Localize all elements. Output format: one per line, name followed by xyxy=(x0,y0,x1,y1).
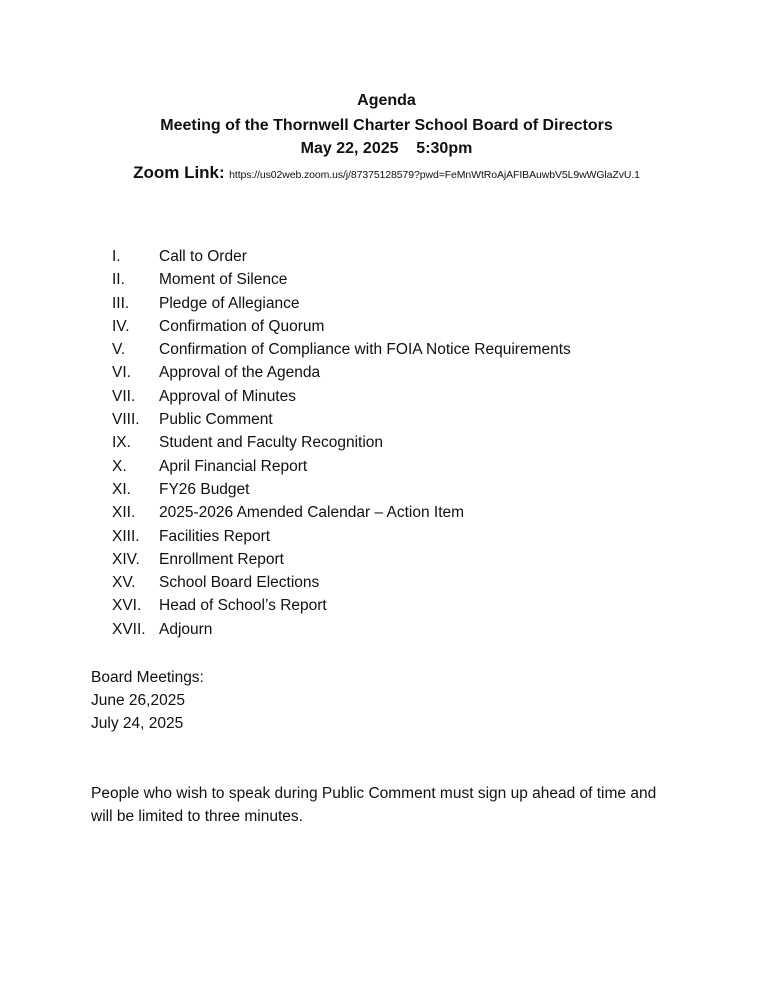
agenda-item-text: April Financial Report xyxy=(159,457,308,475)
meeting-title: Meeting of the Thornwell Charter School Board of Directors xyxy=(160,117,613,134)
agenda-item-number: IX. xyxy=(112,434,131,452)
agenda-item-text: Confirmation of Compliance with FOIA Notice Requirements xyxy=(159,341,571,359)
agenda-item xyxy=(112,550,571,573)
agenda-item-number: VIII. xyxy=(112,411,140,429)
agenda-item-text: Adjourn xyxy=(159,620,213,638)
agenda-item-text: Student and Faculty Recognition xyxy=(159,434,384,452)
zoom-link-url[interactable]: https://us02web.zoom.us/j/87375128579?pwd=FeMnWtRoAjAFIBAuwbV5L9wWGlaZvU.1 xyxy=(229,169,640,181)
zoom-link-line xyxy=(0,163,773,183)
agenda-title: Agenda xyxy=(357,92,416,109)
notice-line: People who wish to speak during Public Comment must sign up ahead of time and xyxy=(91,785,657,802)
agenda-item-number: II. xyxy=(112,271,125,289)
notice-line: will be limited to three minutes. xyxy=(91,808,303,825)
agenda-item xyxy=(112,363,571,386)
agenda-item-number: I. xyxy=(112,248,121,265)
agenda-item-number: IV. xyxy=(112,317,130,335)
agenda-item xyxy=(112,247,571,270)
agenda-item-text: Facilities Report xyxy=(159,527,271,545)
board-meeting-date: June 26,2025 xyxy=(91,692,185,709)
agenda-item-number: XV. xyxy=(112,574,136,592)
agenda-item xyxy=(112,480,571,503)
agenda-list xyxy=(112,247,571,643)
zoom-link-label: Zoom Link: xyxy=(133,163,225,182)
agenda-item-number: XVI. xyxy=(112,597,142,615)
agenda-item-text: Enrollment Report xyxy=(159,550,284,568)
agenda-item-number: XII. xyxy=(112,504,136,522)
agenda-item xyxy=(112,596,571,619)
agenda-item-text: Public Comment xyxy=(159,411,273,429)
agenda-item-text: Call to Order xyxy=(159,248,247,265)
agenda-item-text: School Board Elections xyxy=(159,574,320,592)
agenda-item xyxy=(112,503,571,526)
agenda-item xyxy=(112,410,571,433)
agenda-item-text: Pledge of Allegiance xyxy=(159,294,300,312)
agenda-item-number: V. xyxy=(112,341,126,359)
agenda-item-number: VI. xyxy=(112,364,131,382)
agenda-item-text: FY26 Budget xyxy=(159,480,250,498)
agenda-item-text: Head of School’s Report xyxy=(159,597,327,615)
agenda-item-number: X. xyxy=(112,457,127,475)
agenda-item-number: XIII. xyxy=(112,527,140,545)
agenda-item-number: XI. xyxy=(112,480,131,498)
agenda-item-number: VII. xyxy=(112,387,136,405)
board-meeting-date: July 24, 2025 xyxy=(91,715,184,732)
agenda-item xyxy=(112,433,571,456)
agenda-item-text: Approval of Minutes xyxy=(159,387,296,405)
agenda-item-number: III. xyxy=(112,294,130,312)
agenda-item xyxy=(112,620,571,643)
agenda-item xyxy=(112,317,571,340)
agenda-item xyxy=(112,270,571,293)
agenda-item-number: XIV. xyxy=(112,550,140,568)
agenda-item-text: Confirmation of Quorum xyxy=(159,317,325,335)
agenda-item xyxy=(112,573,571,596)
board-meetings-label: Board Meetings: xyxy=(91,669,204,686)
agenda-item-number: XVII. xyxy=(112,620,146,638)
agenda-item xyxy=(112,527,571,550)
agenda-item xyxy=(112,457,571,480)
agenda-item-text: Approval of the Agenda xyxy=(159,364,321,382)
agenda-item xyxy=(112,294,571,317)
agenda-item-text: Moment of Silence xyxy=(159,271,288,289)
agenda-item xyxy=(112,340,571,363)
agenda-item-text: 2025-2026 Amended Calendar – Action Item xyxy=(159,504,465,522)
meeting-datetime: May 22, 2025 5:30pm xyxy=(300,140,473,157)
agenda-item xyxy=(112,387,571,410)
